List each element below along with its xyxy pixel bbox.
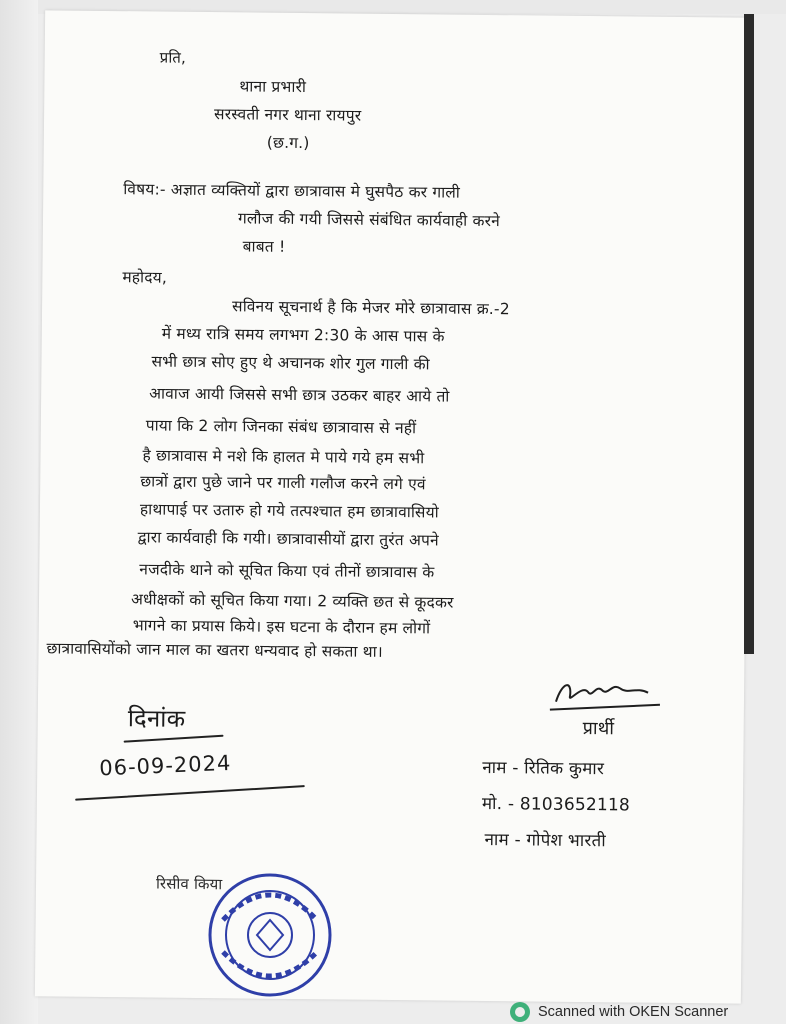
subject-line-3: बाबत ! (242, 237, 286, 256)
applicant-name: नाम - रितिक कुमार (482, 757, 605, 780)
body-line: सविनय सूचनार्थ है कि मेजर मोरे छात्रावास क्र.-2 (231, 297, 510, 319)
applicant-mobile: मो. - 8103652118 (481, 793, 631, 816)
date-label-underline (124, 735, 224, 743)
body-line: भागने का प्रयास किये। इस घटना के दौरान हम लोगों (132, 616, 431, 638)
recipient-station: सरस्वती नगर थाना रायपुर (214, 105, 362, 125)
body-line: आवाज आयी जिससे सभी छात्र उठकर बाहर आये तो (149, 384, 450, 406)
date-underline (75, 785, 305, 801)
recipient-title: थाना प्रभारी (239, 77, 307, 97)
body-line: नजदीके थाने को सूचित किया एवं तीनों छात्रावास के (139, 560, 435, 582)
letter-page (35, 10, 751, 1003)
recipient-state: (छ.ग.) (266, 133, 310, 153)
received-note: रिसीव किया (155, 874, 223, 894)
police-station-stamp (205, 870, 335, 1000)
oken-scanner-logo-icon (510, 1002, 530, 1022)
body-line: पाया कि 2 लोग जिनका संबंध छात्रावास से नहीं (145, 416, 417, 438)
date-value: 06-09-2024 (98, 750, 232, 781)
scanner-watermark (510, 1000, 780, 1024)
body-line: हाथापाई पर उतारु हो गये तत्पश्चात हम छात्रावासियो (139, 500, 439, 522)
scanner-watermark-text: Scanned with OKEN Scanner (538, 1004, 729, 1020)
body-line: सभी छात्र सोए हुए थे अचानक शोर गुल गाली की (151, 352, 430, 374)
date-label: दिनांक (127, 704, 186, 733)
subject-line-2: गलौज की गयी जिससे संबंधित कार्यवाही करने (237, 209, 501, 231)
body-line: में मध्य रात्रि समय लगभग 2:30 के आस पास के (161, 324, 445, 346)
scan-edge-shadow (744, 14, 754, 654)
applicant-signature (548, 674, 668, 715)
body-line: द्वारा कार्यवाही कि गयी। छात्रावासीयों द्वारा तुरंत अपने (137, 528, 439, 550)
body-line: छात्रों द्वारा पुछे जाने पर गाली गलौज करने लगे एवं (140, 472, 426, 494)
body-line: अधीक्षकों को सूचित किया गया। 2 व्यक्ति छत से कूदकर (130, 590, 454, 612)
subject-line-1: विषय:- अज्ञात व्यक्तियों द्वारा छात्रावास मे घुसपैठ कर गाली (123, 180, 461, 202)
applicant-name-2: नाम - गोपेश भारती (484, 829, 606, 852)
applicant-label: प्रार्थी (582, 717, 615, 740)
to-label: प्रति, (159, 48, 187, 67)
body-line: छात्रावासियोंको जान माल का खतरा धन्यवाद हो सकता था। (46, 639, 384, 661)
scan-background-left (0, 0, 38, 1024)
salutation: महोदय, (122, 268, 168, 287)
body-line: है छात्रावास मे नशे कि हालत मे पाये गये हम सभी (142, 446, 425, 468)
